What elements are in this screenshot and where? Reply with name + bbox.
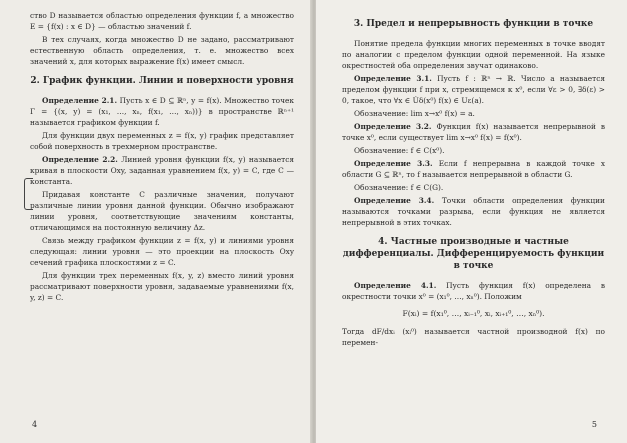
definition-4-1-label: Определение 4.1. [354,281,437,290]
definition-3-3-text: Если f непрерывна в каждой точке x области G ⊆ ℝⁿ, то f называется непрерывной в области G. [342,159,606,179]
right-page [316,0,627,443]
definition-3-1-text: Пусть f : ℝⁿ → ℝ. Число a называется пределом функции f при x, стремящемся к x⁰, если ∀ε > 0, ∃δ(ε) > 0, такое, что ∀x ∈ U̇δ(x⁰) f(x) ∈ Uε(a). [342,74,605,105]
right-last-line: Тогда dF/dxᵢ (xᵢ⁰) называется частной производной f(x) по перемен- [342,327,605,347]
left-paragraph-2: В тех случаях, когда множество D не задано, рассматривают естественную область определения, т. е. множество всех значений x, для которых выражение f(x) имеет смысл. [30,35,294,66]
notation-continuity-region: Обозначение: f ∈ C(G). [354,183,444,192]
definition-3-1 [342,73,605,106]
definition-3-3-label: Определение 3.3. [354,159,433,168]
definition-2-1-label: Определение 2.1. [42,96,118,105]
definition-2-2-text: Линией уровня функции f(x, y) называется кривая в плоскости Oxy, заданная уравнением f(x, y) = C, где C — константа. [30,155,294,186]
definition-2-2 [30,154,294,187]
definition-3-4-text: Точки области определения функции называются точками разрыва, если функция не является непрерывной в этих точках. [342,196,605,227]
definition-2-2-label: Определение 2.2. [42,155,118,164]
definition-4-1-text: Пусть функция f(x) определена в окрестности точки x⁰ = (x₁⁰, …, xₙ⁰). Положим [342,281,605,301]
left-paragraph-1: ство D называется областью определения функции f, а множество E = {f(x) : x ∈ D} — областью значений f. [30,11,294,31]
page-number-right: 5 [591,420,597,429]
left-page [0,0,312,443]
definition-3-2-label: Определение 3.2. [354,122,432,131]
definition-3-2 [342,121,605,143]
section-3-title: 3. Предел и непрерывность функции в точке [353,19,594,29]
definition-4-1 [342,280,605,302]
left-paragraph-6: Для функции трех переменных f(x, y, z) вместо линий уровня рассматривают поверхности уровня, задаваемые уравнениями f(x, y, z) = C. [30,271,294,302]
pencil-bracket-mark [24,178,33,210]
left-paragraph-3: Для функции двух переменных z = f(x, y) график представляет собой поверхность в трехмерном пространстве. [30,131,294,151]
definition-3-3 [342,158,605,180]
definition-3-1-label: Определение 3.1. [354,74,432,83]
definition-3-4 [342,195,605,228]
definition-2-1 [30,95,294,128]
left-paragraph-5: Связь между графиком функции z = f(x, y) и линиями уровня следующая: линии уровня — это проекции на плоскость Oxy сечений графика плоскостями z = C. [30,236,294,267]
right-paragraph-1: Понятие предела функции многих переменных в точке вводят по аналогии с пределом функции одной переменной. На языке окрестностей оба определения звучат одинаково. [342,39,605,70]
notation-limit: Обозначение: lim x→x⁰ f(x) = a. [354,109,475,118]
partial-function-formula: F(xᵢ) = f(x₁⁰, …, xᵢ₋₁⁰, xᵢ, xᵢ₊₁⁰, …, xₙ⁰). [402,309,545,318]
definition-3-4-label: Определение 3.4. [354,196,435,205]
notation-continuity-point: Обозначение: f ∈ C(x⁰). [354,146,445,155]
section-4-title: 4. Частные производные и частные дифференциалы. Дифференцируемость функции в точке [342,237,605,271]
section-2-title: 2. График функции. Линии и поверхности уровня [30,76,294,86]
definition-2-1-text: Пусть x ∈ D ⊆ ℝⁿ, y = f(x). Множество точек Γ = {(x, y) = (x₁, …, xₙ, f(x₁, …, xₙ))} в пространстве ℝⁿ⁺¹ называется графиком функции f. [30,96,294,127]
left-paragraph-4: Придавая константе C различные значения, получают различные линии уровня данной функции. Обычно изображают линии уровня, соответствующие значениям константы, отличающимся на постоянную величину Δz. [30,190,294,232]
definition-3-2-text: Функция f(x) называется непрерывной в точке x⁰, если существует lim x→x⁰ f(x) = f(x⁰). [342,122,605,142]
page-number-left: 4 [32,420,38,429]
